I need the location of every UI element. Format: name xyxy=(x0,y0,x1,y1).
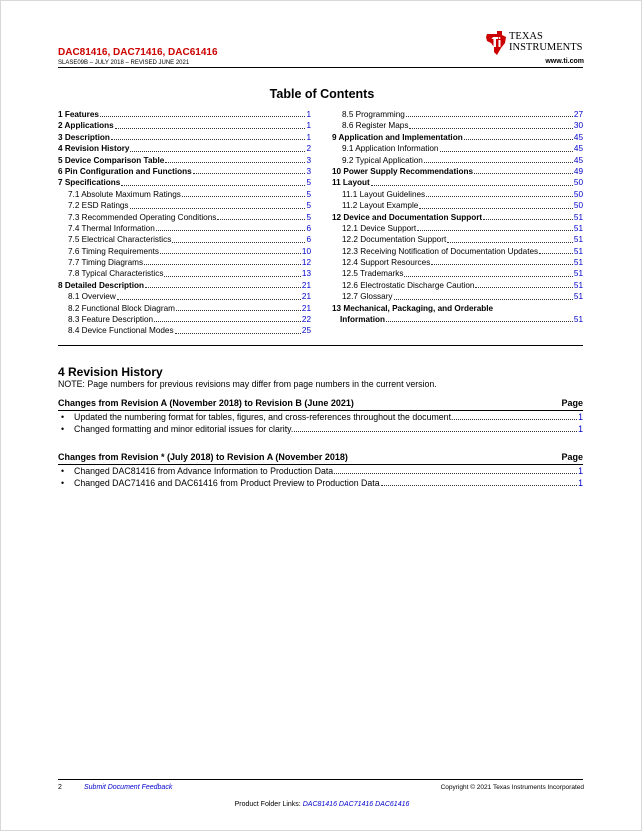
header-rule xyxy=(58,67,583,68)
toc-entry[interactable] xyxy=(58,303,311,314)
toc-entry-label[interactable]: 13 Mechanical, Packaging, and Orderable xyxy=(332,303,494,313)
toc-entry-page[interactable]: 1 xyxy=(306,121,311,131)
toc-entry-label: 12.6 Electrostatic Discharge Caution xyxy=(342,280,475,290)
toc-entry[interactable] xyxy=(58,291,311,302)
toc-entry[interactable] xyxy=(58,166,311,177)
toc-entry-label: 3 Description xyxy=(58,132,110,142)
submit-feedback-link[interactable]: Submit Document Feedback xyxy=(84,784,173,791)
part-numbers: DAC81416, DAC71416, DAC61416 xyxy=(58,47,218,58)
toc-entry-label: 12 Device and Documentation Support xyxy=(332,212,483,222)
toc-leader-dots xyxy=(464,139,573,140)
toc-leader-dots xyxy=(447,242,573,243)
toc-entry[interactable] xyxy=(332,257,583,268)
toc-entry[interactable] xyxy=(332,120,583,131)
toc-entry-label: 7.6 Timing Requirements xyxy=(68,246,160,256)
toc-entry-page[interactable]: 22 xyxy=(301,315,311,325)
revision-history-title: 4 Revision History xyxy=(58,365,163,379)
toc-entry-label: 9.2 Typical Application xyxy=(342,155,423,165)
toc-entry[interactable] xyxy=(58,314,311,325)
toc-leader-dots xyxy=(426,196,573,197)
toc-entry-page[interactable]: 51 xyxy=(573,246,583,256)
toc-entry-label: 7.1 Absolute Maximum Ratings xyxy=(68,189,181,199)
toc-entry-label: 11.2 Layout Example xyxy=(342,201,419,211)
toc-entry-page[interactable]: 51 xyxy=(573,280,583,290)
toc-entry-label: 6 Pin Configuration and Functions xyxy=(58,166,192,176)
change-item-text: Changed DAC81416 from Advance Information to Production Data xyxy=(74,466,334,476)
toc-leader-dots xyxy=(406,116,573,117)
toc-entry-label: 7.4 Thermal Information xyxy=(68,223,155,233)
toc-entry-label: 8.3 Feature Description xyxy=(68,315,154,325)
toc-right-column xyxy=(332,109,583,325)
footer-rule xyxy=(58,779,583,780)
literature-number: SLASE09B – JULY 2018 – REVISED JUNE 2021 xyxy=(58,60,190,66)
toc-entry-label: 12.3 Receiving Notification of Documentation Updates xyxy=(342,246,539,256)
ti-logo-wordmark xyxy=(509,32,583,53)
toc-entry[interactable] xyxy=(58,120,311,131)
toc-entry[interactable] xyxy=(332,155,583,166)
change-item xyxy=(58,465,583,477)
toc-leader-dots xyxy=(145,287,301,288)
toc-entry-page[interactable]: 25 xyxy=(301,326,311,336)
toc-entry-label: 7.8 Typical Characteristics xyxy=(68,269,164,279)
toc-entry-page[interactable]: 45 xyxy=(573,155,583,165)
toc-leader-dots xyxy=(371,185,573,186)
changes-heading xyxy=(58,398,583,408)
toc-entry-page[interactable]: 3 xyxy=(306,166,311,176)
change-item-page[interactable]: 1 xyxy=(578,466,583,476)
toc-leader-dots xyxy=(417,230,573,231)
toc-leader-dots xyxy=(165,162,305,163)
change-item-page[interactable]: 1 xyxy=(578,478,583,488)
toc-entry[interactable] xyxy=(332,246,583,257)
toc-entry-page[interactable]: 1 xyxy=(306,109,311,119)
change-item xyxy=(58,411,583,423)
toc-entry[interactable] xyxy=(58,268,311,279)
toc-entry-label: 1 Features xyxy=(58,109,99,119)
toc-leader-dots xyxy=(144,264,301,265)
toc-entry[interactable] xyxy=(332,268,583,279)
toc-entry-page[interactable]: 12 xyxy=(301,258,311,268)
page-number: 2 xyxy=(58,784,62,791)
toc-entry[interactable] xyxy=(58,177,311,188)
toc-entry-page[interactable]: 51 xyxy=(573,223,583,233)
toc-leader-dots xyxy=(193,173,306,174)
toc-leader-dots xyxy=(431,264,573,265)
bullet-icon: • xyxy=(61,424,65,434)
toc-entry[interactable] xyxy=(58,212,311,223)
toc-entry[interactable] xyxy=(58,257,311,268)
change-item-page[interactable]: 1 xyxy=(578,412,583,422)
leader-dots xyxy=(381,485,577,486)
toc-entry-label: 8.1 Overview xyxy=(68,292,116,302)
toc-entry-label: 11.1 Layout Guidelines xyxy=(342,189,426,199)
toc-entry-page[interactable]: 50 xyxy=(573,201,583,211)
toc-leader-dots xyxy=(164,276,300,277)
toc-entry-page[interactable]: 45 xyxy=(573,132,583,142)
toc-entry-page[interactable]: 5 xyxy=(306,189,311,199)
toc-entry[interactable] xyxy=(332,166,583,177)
toc-entry-page[interactable]: 51 xyxy=(573,315,583,325)
change-item-text: Changed DAC71416 and DAC61416 from Product Preview to Production Data xyxy=(74,478,380,488)
toc-entry[interactable] xyxy=(58,109,311,120)
toc-leader-dots xyxy=(394,299,573,300)
toc-entry-page[interactable]: 21 xyxy=(301,303,311,313)
toc-entry-label: 7.3 Recommended Operating Conditions xyxy=(68,212,217,222)
toc-entry-label: 8.2 Functional Block Diagram xyxy=(68,303,175,313)
toc-entry-label: 2 Applications xyxy=(58,121,114,131)
toc-entry[interactable] xyxy=(58,246,311,257)
toc-entry[interactable] xyxy=(332,177,583,188)
toc-leader-dots xyxy=(121,185,305,186)
logo-line2: INSTRUMENTS xyxy=(509,41,583,53)
toc-entry-label: 12.1 Device Support xyxy=(342,223,417,233)
revision-history-note: NOTE: Page numbers for previous revisions may differ from page numbers in the current version. xyxy=(58,379,437,389)
toc-left-column xyxy=(58,109,311,337)
bullet-icon: • xyxy=(61,478,65,488)
toc-leader-dots xyxy=(111,139,306,140)
toc-entry-page[interactable]: 51 xyxy=(573,258,583,268)
logo-line1: TEXAS xyxy=(509,31,543,42)
toc-entry[interactable] xyxy=(332,314,583,325)
toc-leader-dots xyxy=(539,253,573,254)
change-item-text: Changed formatting and minor editorial issues for clarity. xyxy=(74,424,294,434)
product-folder-links xyxy=(1,801,642,808)
toc-entry[interactable] xyxy=(332,223,583,234)
changes-heading xyxy=(58,452,583,462)
toc-entry-page[interactable]: 21 xyxy=(301,292,311,302)
toc-leader-dots xyxy=(419,208,573,209)
toc-entry-label: 12.4 Support Resources xyxy=(342,258,431,268)
leader-dots xyxy=(294,431,577,432)
toc-leader-dots xyxy=(386,321,573,322)
toc-entry-label: 12.5 Trademarks xyxy=(342,269,404,279)
toc-entry[interactable] xyxy=(58,325,311,336)
toc-entry-page[interactable]: 51 xyxy=(573,212,583,222)
toc-entry-label: 7.5 Electrical Characteristics xyxy=(68,235,172,245)
toc-entry[interactable] xyxy=(58,155,311,166)
toc-leader-dots xyxy=(117,299,301,300)
toc-leader-dots xyxy=(156,230,306,231)
toc-entry[interactable] xyxy=(58,280,311,291)
bullet-icon: • xyxy=(61,466,65,476)
toc-entry-page[interactable]: 30 xyxy=(573,121,583,131)
toc-entry-page[interactable]: 5 xyxy=(306,178,311,188)
toc-entry[interactable] xyxy=(58,189,311,200)
toc-entry[interactable] xyxy=(332,189,583,200)
toc-entry-page[interactable]: 21 xyxy=(301,280,311,290)
toc-entry[interactable] xyxy=(332,143,583,154)
toc-entry-page[interactable]: 50 xyxy=(573,189,583,199)
toc-entry-label: 8 Detailed Description xyxy=(58,280,144,290)
folder-link[interactable]: DAC81416 xyxy=(302,801,337,808)
toc-entry-label: 12.7 Glossary xyxy=(342,292,393,302)
toc-leader-dots xyxy=(182,196,306,197)
toc-entry[interactable] xyxy=(332,280,583,291)
toc-leader-dots xyxy=(154,321,301,322)
folder-link[interactable]: DAC61416 xyxy=(375,801,410,808)
toc-entry-page[interactable]: 27 xyxy=(573,109,583,119)
toc-leader-dots xyxy=(424,162,573,163)
leader-dots xyxy=(334,473,577,474)
toc-entry-page[interactable]: 5 xyxy=(306,201,311,211)
toc-leader-dots xyxy=(475,287,572,288)
toc-entry-label: Information xyxy=(340,315,386,325)
changes-page-label: Page xyxy=(561,452,583,462)
toc-entry[interactable] xyxy=(332,132,583,143)
changes-page-label: Page xyxy=(561,398,583,408)
toc-entry[interactable] xyxy=(332,109,583,120)
toc-leader-dots xyxy=(130,151,305,152)
bullet-icon: • xyxy=(61,412,65,422)
toc-entry[interactable] xyxy=(58,143,311,154)
toc-leader-dots xyxy=(217,219,305,220)
toc-entry-label: 8.5 Programming xyxy=(342,109,405,119)
toc-leader-dots xyxy=(160,253,301,254)
toc-leader-dots xyxy=(409,128,572,129)
toc-entry[interactable] xyxy=(332,212,583,223)
change-item-page[interactable]: 1 xyxy=(578,424,583,434)
toc-entry-page[interactable]: 6 xyxy=(306,235,311,245)
toc-entry[interactable] xyxy=(58,223,311,234)
toc-entry-page[interactable]: 6 xyxy=(306,223,311,233)
toc-entry-label: 4 Revision History xyxy=(58,144,130,154)
toc-entry[interactable] xyxy=(332,200,583,211)
toc-leader-dots xyxy=(130,208,306,209)
toc-entry-label: 12.2 Documentation Support xyxy=(342,235,447,245)
toc-entry-label: 7.2 ESD Ratings xyxy=(68,201,129,211)
copyright: Copyright © 2021 Texas Instruments Incorporated xyxy=(440,784,584,791)
toc-rule xyxy=(58,345,583,346)
change-item-text: Updated the numbering format for tables, figures, and cross-references throughout the document. xyxy=(74,412,454,422)
toc-title: Table of Contents xyxy=(269,87,375,101)
toc-leader-dots xyxy=(115,128,306,129)
toc-entry[interactable] xyxy=(332,234,583,245)
website-link[interactable]: www.ti.com xyxy=(545,58,584,65)
toc-entry-page[interactable]: 51 xyxy=(573,269,583,279)
toc-leader-dots xyxy=(100,116,305,117)
toc-leader-dots xyxy=(474,173,573,174)
header-left xyxy=(58,47,218,66)
toc-entry-page[interactable]: 51 xyxy=(573,292,583,302)
toc-entry-label: 5 Device Comparison Table xyxy=(58,155,165,165)
toc-entry-page[interactable]: 45 xyxy=(573,144,583,154)
toc-entry-page[interactable]: 10 xyxy=(301,246,311,256)
toc-leader-dots xyxy=(175,333,301,334)
toc-entry-page[interactable]: 2 xyxy=(306,144,311,154)
toc-entry-label: 8.6 Register Maps xyxy=(342,121,409,131)
toc-entry[interactable] xyxy=(58,200,311,211)
folder-links-prefix: Product Folder Links: xyxy=(234,801,301,808)
toc-entry-label: 7.7 Timing Diagrams xyxy=(68,258,144,268)
toc-leader-dots xyxy=(404,276,572,277)
toc-entry[interactable] xyxy=(58,132,311,143)
change-item xyxy=(58,477,583,489)
changes-heading-text: Changes from Revision A (November 2018) to Revision B (June 2021) xyxy=(58,398,354,408)
toc-entry-page[interactable]: 5 xyxy=(306,212,311,222)
toc-entry-page[interactable]: 51 xyxy=(573,235,583,245)
toc-leader-dots xyxy=(440,151,573,152)
toc-entry-page[interactable]: 1 xyxy=(306,132,311,142)
toc-entry[interactable] xyxy=(58,234,311,245)
toc-leader-dots xyxy=(172,242,305,243)
toc-entry-label: 9 Application and Implementation xyxy=(332,132,463,142)
toc-entry-label: 11 Layout xyxy=(332,178,370,188)
toc-entry-label: 10 Power Supply Recommendations xyxy=(332,166,474,176)
toc-entry[interactable] xyxy=(332,291,583,302)
toc-entry-page[interactable]: 3 xyxy=(306,155,311,165)
toc-entry-page[interactable]: 13 xyxy=(301,269,311,279)
toc-entry-page[interactable]: 49 xyxy=(573,166,583,176)
toc-leader-dots xyxy=(176,310,301,311)
folder-link[interactable]: DAC71416 xyxy=(338,801,374,808)
change-item xyxy=(58,423,583,435)
toc-leader-dots xyxy=(483,219,573,220)
toc-entry-page[interactable]: 50 xyxy=(573,178,583,188)
leader-dots xyxy=(454,419,577,420)
toc-entry-label: 8.4 Device Functional Modes xyxy=(68,326,174,336)
toc-entry-label: 7 Specifications xyxy=(58,178,121,188)
changes-heading-text: Changes from Revision * (July 2018) to Revision A (November 2018) xyxy=(58,452,348,462)
toc-entry-label: 9.1 Application Information xyxy=(342,144,439,154)
